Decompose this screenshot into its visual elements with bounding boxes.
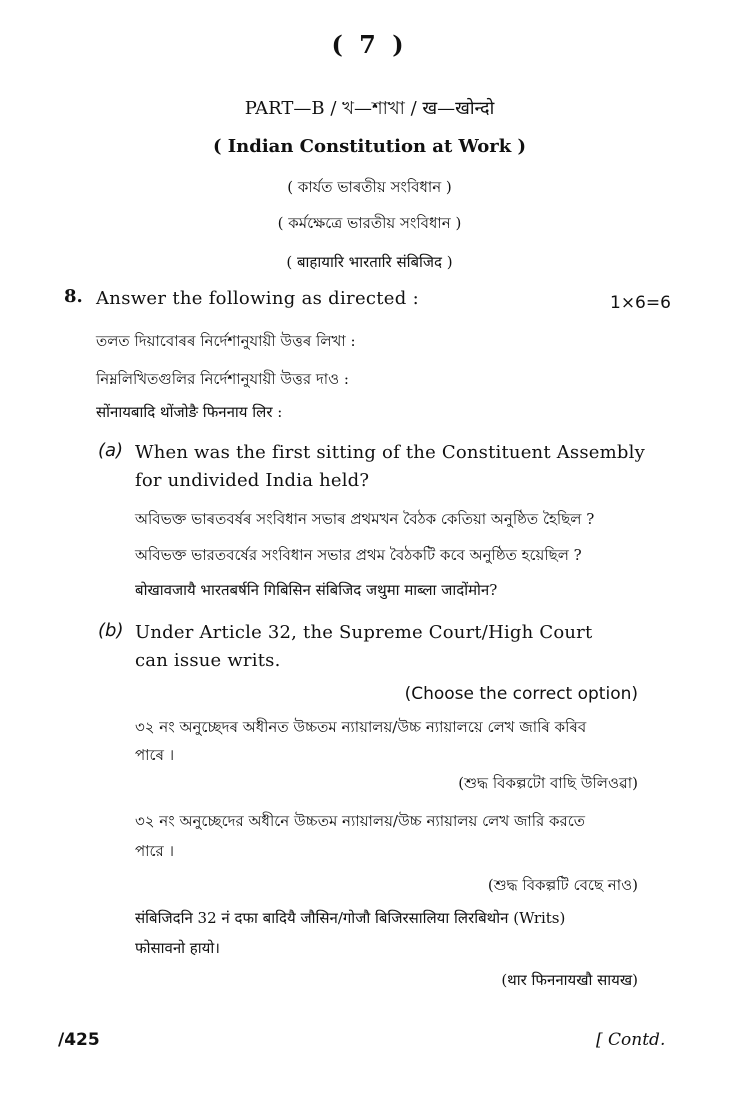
sub-question-b-option-assamese: (শুদ্ধ বিকল্পটো বাছি উলিওৱা)	[458, 774, 638, 792]
sub-question-b-option-bengali: (শুদ্ধ বিকল্পটি বেছে নাও)	[487, 876, 638, 894]
sub-question-b-bodo-line-2: फोसावनो हायो।	[135, 939, 220, 957]
sub-question-b-option-bodo: (थार फिननायखौ सायख)	[501, 971, 638, 989]
sub-question-b-bengali-line-2: পারে ।	[135, 842, 174, 860]
instruction-bengali: নিম্নলিখিতগুলির নির্দেশানুযায়ী উত্তর দাও :	[96, 370, 349, 388]
part-heading: PART—B / খ—শাখা / ख—खोन्दो	[244, 98, 495, 119]
sub-question-b-line-1: Under Article 32, the Supreme Court/High Court	[135, 622, 593, 643]
continued-marker: [ Contd.	[596, 1030, 666, 1050]
paper-code: /425	[58, 1030, 100, 1050]
page-number: ( 7 )	[331, 30, 408, 59]
sub-question-a-label: (a)	[98, 440, 124, 461]
question-text: Answer the following as directed :	[96, 288, 419, 309]
subject-title-bengali: ( কর্মক্ষেত্রে ভারতীয় সংবিধান )	[277, 214, 462, 232]
subject-title-assamese: ( কাৰ্যত ভাৰতীয় সংবিধান )	[287, 178, 452, 196]
question-number: 8.	[64, 286, 83, 307]
subject-title: ( Indian Constitution at Work )	[212, 136, 527, 157]
instruction-bodo: सोंनायबादि थोंजोङै फिननाय लिर :	[96, 403, 283, 421]
sub-question-a-assamese: অবিভক্ত ভাৰতবৰ্ষৰ সংবিধান সভাৰ প্ৰথমখন বৈঠক কেতিয়া অনুষ্ঠিত হৈছিল ?	[135, 510, 595, 528]
sub-question-a-line-1: When was the first sitting of the Constituent Assembly	[135, 442, 645, 463]
sub-question-b-line-2: can issue writs.	[135, 650, 281, 671]
sub-question-a-bengali: অবিভক্ত ভারতবর্ষের সংবিধান সভার প্রথম বৈঠকটি কবে অনুষ্ঠিত হয়েছিল ?	[135, 546, 582, 564]
subject-title-bodo: ( बाहायारि भारतारि संबिजिद )	[286, 253, 453, 271]
sub-question-b-assamese-line-2: পাৰে ।	[135, 746, 175, 764]
sub-question-b-bengali-line-1: ৩২ নং অনুচ্ছেদের অধীনে উচ্চতম ন্যায়ালয়/উচ্চ ন্যায়ালয় লেখ জারি করতে	[135, 812, 586, 830]
sub-question-a-bodo: बोखावजायै भारतबर्षनि गिबिसिन संबिजिद जथुमा माब्ला जादोंमोन?	[135, 581, 498, 599]
sub-question-a-line-2: for undivided India held?	[135, 470, 370, 491]
instruction-assamese: তলত দিয়াবোৰৰ নিৰ্দেশানুযায়ী উত্তৰ লিখা :	[96, 332, 356, 350]
question-marks: 1×6=6	[610, 293, 671, 313]
sub-question-b-label: (b)	[98, 620, 124, 641]
sub-question-b-assamese-line-1: ৩২ নং অনুচ্ছেদৰ অধীনত উচ্চতম ন্যায়ালয়/উচ্চ ন্যায়ালয়ে লেখ জাৰি কৰিব	[135, 718, 587, 736]
sub-question-b-bodo-line-1: संबिजिदनि 32 नं दफा बादियै जौसिन/गोजौ बिजिरसालिया लिरबिथोन (Writs)	[135, 909, 566, 927]
sub-question-b-option-english: (Choose the correct option)	[404, 684, 638, 704]
